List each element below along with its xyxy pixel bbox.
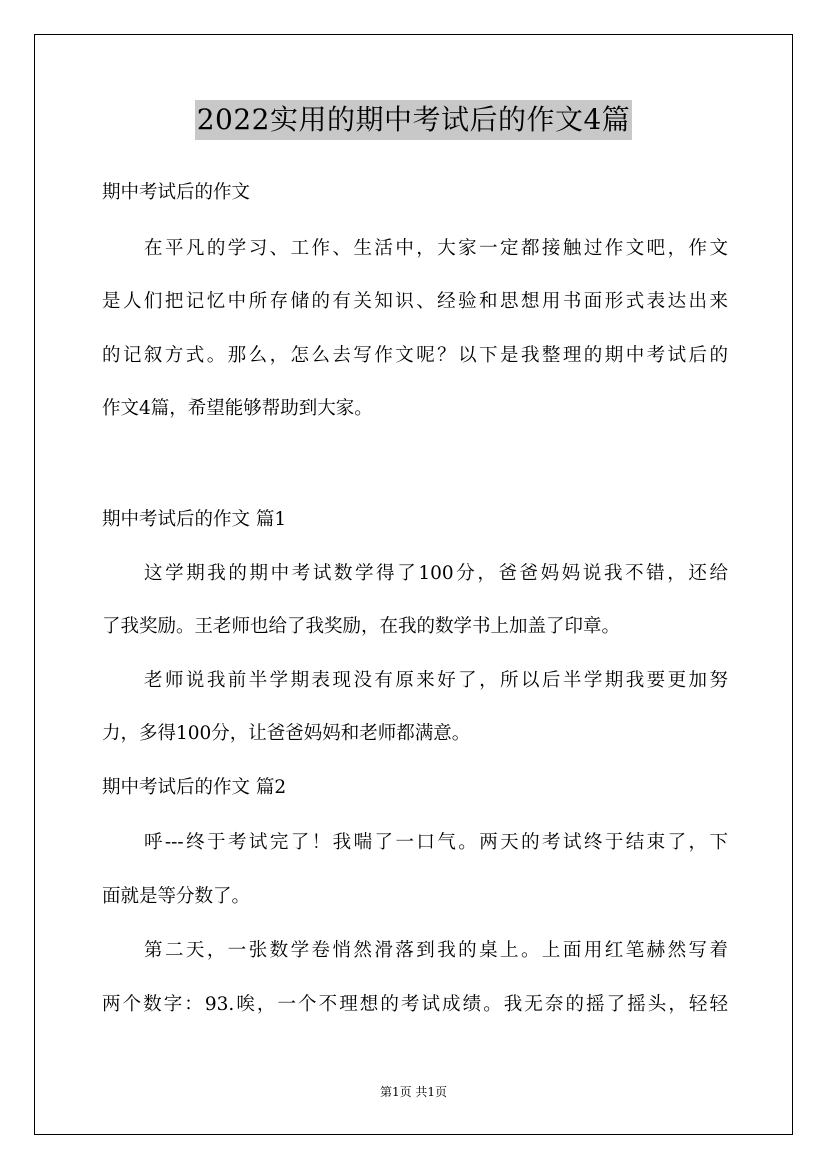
essay1-para2-line-2: 力，多得100分，让爸爸妈妈和老师都满意。 <box>102 723 471 744</box>
essay2-heading: 期中考试后的作文 篇2 <box>102 777 287 798</box>
essay1-para1-line-1: 这学期我的期中考试数学得了100分，爸爸妈妈说我不错，还给 <box>144 563 728 584</box>
intro-heading: 期中考试后的作文 <box>102 182 251 203</box>
intro-line-4: 作文4篇，希望能够帮助到大家。 <box>102 398 373 419</box>
intro-line-1: 在平凡的学习、工作、生活中，大家一定都接触过作文吧，作文 <box>144 238 728 259</box>
title-container <box>0 100 827 140</box>
essay1-para2-line-1: 老师说我前半学期表现没有原来好了，所以后半学期我要更加努 <box>144 670 728 691</box>
intro-line-3: 的记叙方式。那么，怎么去写作文呢？以下是我整理的期中考试后的 <box>102 345 728 366</box>
essay1-heading: 期中考试后的作文 篇1 <box>102 509 287 530</box>
document-title: 2022实用的期中考试后的作文4篇 <box>195 100 633 140</box>
essay2-para2-line-1: 第二天，一张数学卷悄然滑落到我的桌上。上面用红笔赫然写着 <box>144 940 728 961</box>
essay2-para2-line-2: 两个数字：93.唉，一个不理想的考试成绩。我无奈的摇了摇头，轻轻 <box>102 994 728 1015</box>
essay2-para1-line-1: 呼---终于考试完了！我喘了一口气。两天的考试终于结束了，下 <box>144 832 728 853</box>
page-footer: 第1页 共1页 <box>379 1085 448 1099</box>
essay1-para1-line-2: 了我奖励。王老师也给了我奖励，在我的数学书上加盖了印章。 <box>102 616 621 637</box>
intro-line-2: 是人们把记忆中所存储的有关知识、经验和思想用书面形式表达出来 <box>102 291 728 312</box>
essay2-para1-line-2: 面就是等分数了。 <box>102 886 251 907</box>
